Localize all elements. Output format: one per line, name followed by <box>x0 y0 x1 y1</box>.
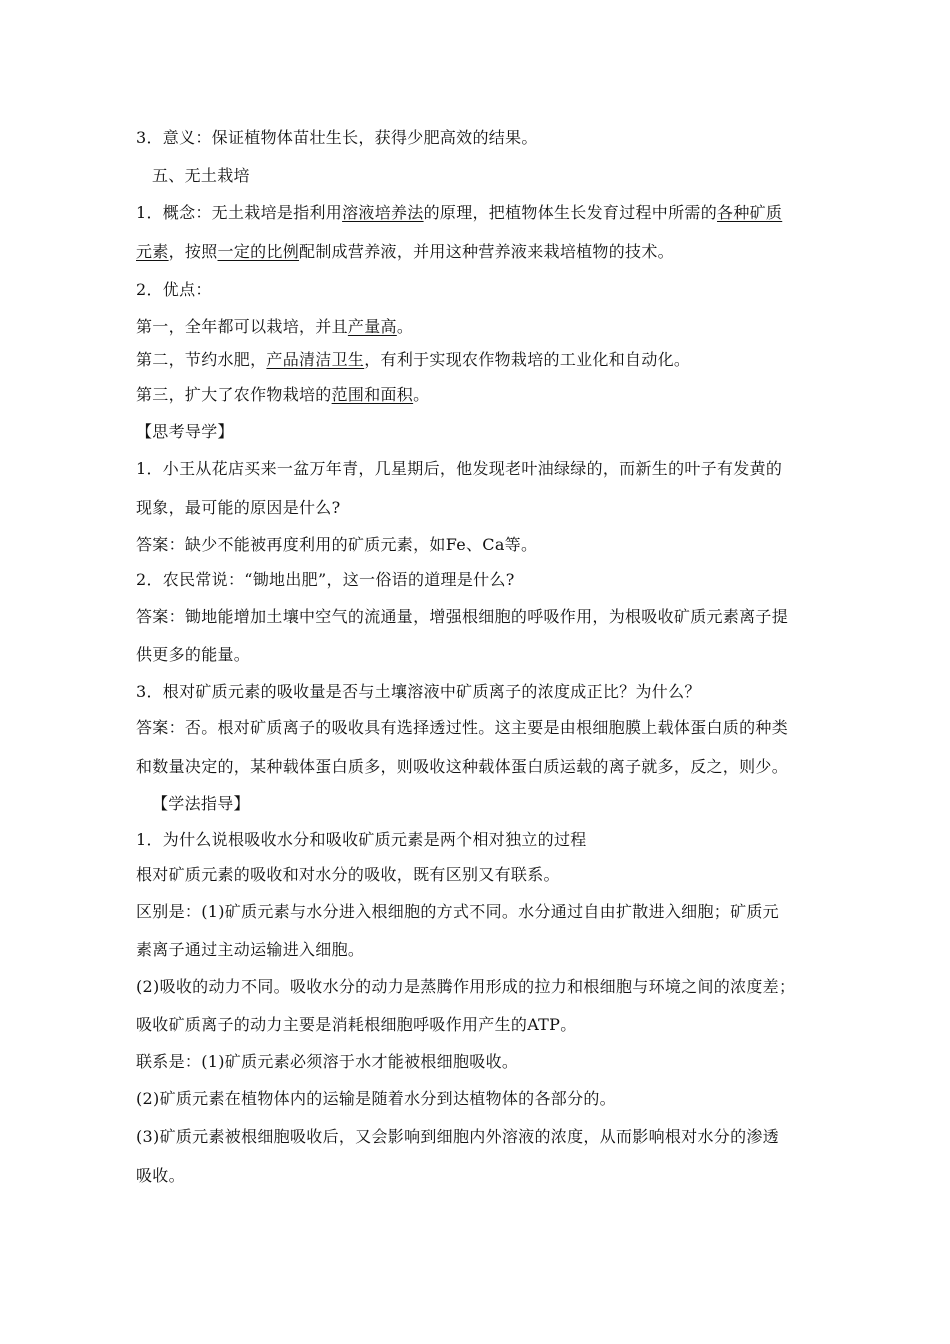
answer-1: 答案：缺少不能被再度利用的矿质元素，如Fe、Ca等。 <box>136 535 538 554</box>
question-1-cont: 现象，最可能的原因是什么? <box>136 498 341 517</box>
question-2: 2．农民常说：“锄地出肥”，这一俗语的道理是什么? <box>136 570 515 589</box>
answer-3-cont: 和数量决定的，某种载体蛋白质多，则吸收这种载体蛋白质运载的离子就多，反之，则少。 <box>136 757 789 776</box>
difference-1-cont: 素离子通过主动运输进入细胞。 <box>136 940 365 959</box>
underlined-term: 产品清洁卫生 <box>266 350 365 369</box>
concept-line-cont: 元素，按照一定的比例配制成营养液，并用这种营养液来栽培植物的技术。 <box>136 242 674 261</box>
concept-line: 1．概念：无土栽培是指利用溶液培养法的原理，把植物体生长发育过程中所需的各种矿质 <box>136 203 783 222</box>
answer-2: 答案：锄地能增加土壤中空气的流通量，增强根细胞的呼吸作用，为根吸收矿质元素离子提 <box>136 607 789 626</box>
underlined-term: 溶液培养法 <box>342 203 424 222</box>
advantage-1: 第一，全年都可以栽培，并且产量高。 <box>136 317 414 336</box>
advantage-2: 第二，节约水肥，产品清洁卫生，有利于实现农作物栽培的工业化和自动化。 <box>136 350 691 369</box>
relation-1: 联系是：(1)矿质元素必须溶于水才能被根细胞吸收。 <box>136 1052 519 1071</box>
section-heading-method: 【学法指导】 <box>152 794 250 813</box>
underlined-term: 元素 <box>136 242 169 261</box>
section-heading-thinking: 【思考导学】 <box>136 422 234 441</box>
method-point-1: 1．为什么说根吸收水分和吸收矿质元素是两个相对独立的过程 <box>136 830 587 849</box>
answer-3: 答案：否。根对矿质离子的吸收具有选择透过性。这主要是由根细胞膜上载体蛋白质的种类 <box>136 718 789 737</box>
difference-2: (2)吸收的动力不同。吸收水分的动力是蒸腾作用形成的拉力和根细胞与环境之间的浓度差； <box>136 977 796 996</box>
underlined-term: 一定的比例 <box>217 242 300 261</box>
underlined-term: 各种矿质 <box>717 203 783 222</box>
difference-2-cont: 吸收矿质离子的动力主要是消耗根细胞呼吸作用产生的ATP。 <box>136 1015 577 1034</box>
advantages-heading: 2．优点： <box>136 280 212 299</box>
significance-line: 3．意义：保证植物体苗壮生长，获得少肥高效的结果。 <box>136 128 538 147</box>
answer-2-cont: 供更多的能量。 <box>136 645 251 664</box>
relation-2: (2)矿质元素在植物体内的运输是随着水分到达植物体的各部分的。 <box>136 1089 616 1108</box>
relation-3: (3)矿质元素被根细胞吸收后，又会影响到细胞内外溶液的浓度，从而影响根对水分的渗透 <box>136 1127 779 1146</box>
question-1: 1．小王从花店买来一盆万年青，几星期后，他发现老叶油绿绿的，而新生的叶子有发黄的 <box>136 459 783 478</box>
section-heading-soilless: 五、无土栽培 <box>152 166 250 185</box>
underlined-term: 产量高 <box>347 317 397 336</box>
difference-1: 区别是：(1)矿质元素与水分进入根细胞的方式不同。水分通过自由扩散进入细胞；矿质元 <box>136 902 779 921</box>
question-3: 3．根对矿质元素的吸收量是否与土壤溶液中矿质离子的浓度成正比？为什么？ <box>136 682 701 701</box>
relation-3-cont: 吸收。 <box>136 1166 185 1185</box>
method-intro: 根对矿质元素的吸收和对水分的吸收，既有区别又有联系。 <box>136 865 560 884</box>
advantage-3: 第三，扩大了农作物栽培的范围和面积。 <box>136 385 430 404</box>
underlined-term: 范围和面积 <box>331 385 414 404</box>
